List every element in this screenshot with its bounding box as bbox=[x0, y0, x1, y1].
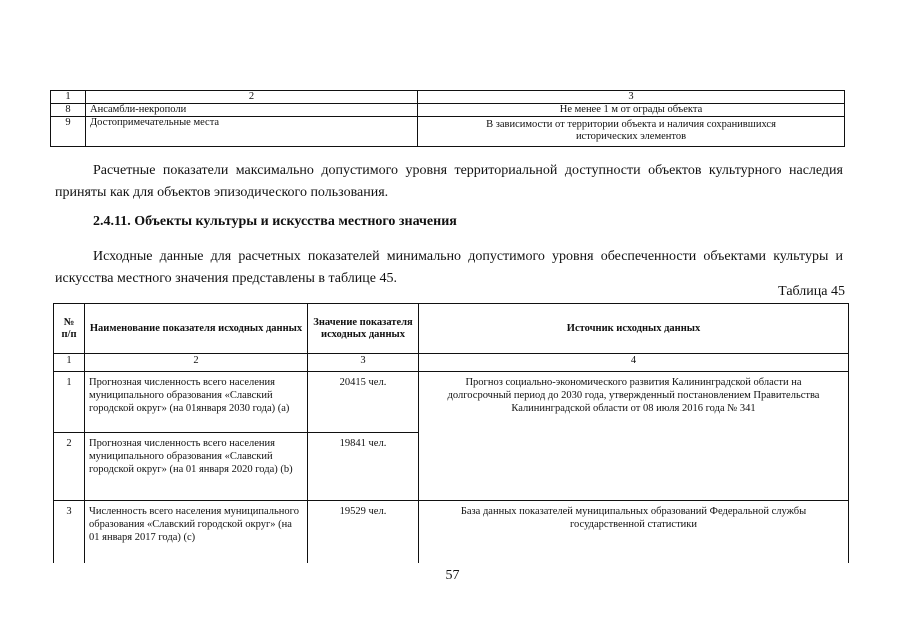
table-cell: В зависимости от территории объекта и наличия сохранившихся исторических элементов bbox=[418, 117, 845, 147]
table-cell: Численность всего населения муниципального образования «Славский городской округ» (на 01 января 2017 года) (c) bbox=[85, 501, 308, 563]
table-cell bbox=[419, 433, 849, 501]
table-cell: 20415 чел. bbox=[308, 372, 419, 433]
column-header: Наименование показателя исходных данных bbox=[85, 304, 308, 354]
table-index-row bbox=[54, 354, 849, 372]
table-cell: 1 bbox=[51, 91, 86, 104]
table-cell: 1 bbox=[54, 354, 85, 372]
table-cell: 3 bbox=[54, 501, 85, 563]
table-cell: Достопримечательные места bbox=[86, 117, 418, 147]
table-cell: 2 bbox=[85, 354, 308, 372]
table-cell: Прогнозная численность всего населения муниципального образования «Славский городской округ» (на 01января 2030 года) (a) bbox=[85, 372, 308, 433]
table-cell: 9 bbox=[51, 117, 86, 147]
table-row bbox=[51, 104, 845, 117]
column-header: Значение показателя исходных данных bbox=[308, 304, 419, 354]
table-cell: 2 bbox=[86, 91, 418, 104]
table-cell: Прогноз социально-экономического развития Калининградской области на долгосрочный период до 2030 года, утвержденный постановлением Правительства Калининградской области от 08 июля 2016 года № 341 bbox=[419, 372, 849, 433]
body-paragraph: Исходные данные для расчетных показателей минимально допустимого уровня обеспеченности объектами культуры и искусства местного значения представлены в таблице 45. bbox=[55, 249, 843, 286]
column-header: Источник исходных данных bbox=[419, 304, 849, 354]
table-cell: Ансамбли-некрополи bbox=[86, 104, 418, 117]
table-row bbox=[54, 372, 849, 433]
table-cell: 19841 чел. bbox=[308, 433, 419, 501]
section-heading: 2.4.11. Объекты культуры и искусства местного значения bbox=[93, 214, 457, 229]
column-header: № п/п bbox=[54, 304, 85, 354]
continued-table bbox=[50, 90, 845, 147]
data-table bbox=[53, 303, 849, 563]
table-cell: Не менее 1 м от ограды объекта bbox=[418, 104, 845, 117]
table-cell: 4 bbox=[419, 354, 849, 372]
table-cell: 3 bbox=[308, 354, 419, 372]
table-row bbox=[54, 501, 849, 563]
table-row bbox=[51, 117, 845, 147]
table-header-row bbox=[51, 91, 845, 104]
table-row bbox=[54, 433, 849, 501]
page-number: 57 bbox=[445, 568, 460, 583]
table-cell: База данных показателей муниципальных образований Федеральной службы государственной статистики bbox=[419, 501, 849, 563]
table-cell: 1 bbox=[54, 372, 85, 433]
table-cell: 2 bbox=[54, 433, 85, 501]
table-cell: Прогнозная численность всего населения муниципального образования «Славский городской округ» (на 01 января 2020 года) (b) bbox=[85, 433, 308, 501]
body-paragraph: Расчетные показатели максимально допустимого уровня территориальной доступности объектов культурного наследия приняты как для объектов эпизодического пользования. bbox=[55, 163, 843, 200]
table-cell: 19529 чел. bbox=[308, 501, 419, 563]
table-cell: 8 bbox=[51, 104, 86, 117]
table-cell: 3 bbox=[418, 91, 845, 104]
table-header-row bbox=[54, 304, 849, 354]
table-caption: Таблица 45 bbox=[778, 284, 845, 299]
